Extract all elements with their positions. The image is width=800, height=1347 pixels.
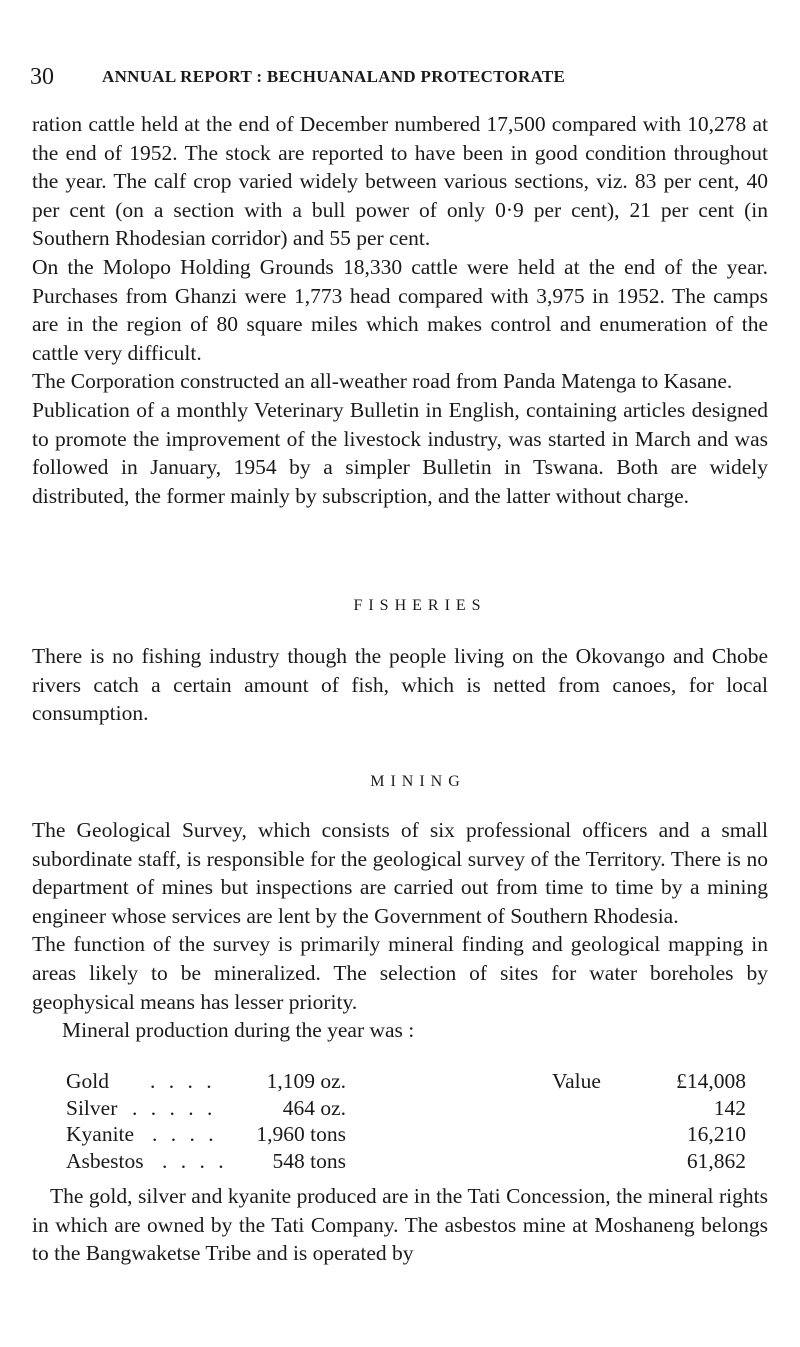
mineral-value: 142 <box>713 1095 746 1120</box>
paragraph-tati-concession: The gold, silver and kyanite produced are in the Tati Concession, the mineral rights in which are owned by the Tati Company. The asbestos mine at Moshaneng belongs to the Bangwaketse Tribe and is operated by <box>32 1184 768 1266</box>
leader-dots: . . . . . <box>132 1095 217 1120</box>
mineral-name: Silver <box>66 1095 118 1120</box>
leader-dots: . . . . <box>152 1122 218 1146</box>
paragraph-ration-cattle: ration cattle held at the end of December numbered 17,500 compared with 10,278 at the end of 1952. The stock are reported to have been in good condition throughout the year. The calf crop varied widely between various sections, viz. 83 per cent, 40 per cent (on a section with a bull power of only 0·9 per cent), 21 per cent (in Southern Rhodesian corridor) and 55 per cent. <box>32 112 768 251</box>
paragraph-geological-survey: The Geological Survey, which consists of six professional officers and a small subordinate staff, is responsible for the geological survey of the Territory. There is no department of mines but inspections are carried out from time to time by a mining engineer whose services are lent by the Government of Southern Rhodesia. <box>32 818 768 928</box>
mineral-quantity: 548 tons <box>272 1148 346 1173</box>
mineral-name: Gold <box>66 1069 109 1093</box>
page-number: 30 <box>30 64 54 90</box>
livestock-section <box>32 110 768 510</box>
mineral-quantity: 1,960 tons <box>256 1122 346 1146</box>
section-heading-fisheries: FISHERIES <box>353 597 487 614</box>
mining-closing-section <box>32 1182 768 1268</box>
page-header <box>30 62 770 92</box>
section-heading-mining: MINING <box>370 773 466 790</box>
paragraph-bulletin: Publication of a monthly Veterinary Bulletin in English, containing articles designed to promote the improvement of the livestock industry, was started in March and was followed in January, 1954 by a simpler Bulletin in Tswana. Both are widely distributed, the former mainly by subscription, and the latter without charge. <box>32 397 768 508</box>
mineral-production-table <box>66 1068 746 1174</box>
fisheries-section <box>32 642 768 728</box>
production-row-kyanite <box>66 1121 746 1148</box>
mineral-value: 61,862 <box>686 1148 746 1173</box>
leader-dots: . . . . <box>162 1148 228 1173</box>
paragraph-road: The Corporation constructed an all-weather road from Panda Matenga to Kasane. <box>32 369 733 394</box>
mineral-value: 16,210 <box>686 1122 746 1146</box>
paragraph-molopo: On the Molopo Holding Grounds 18,330 cattle were held at the end of the year. Purchases from Ghanzi were 1,773 head compared with 3,975 in 1952. The camps are in the region of 80 square miles which makes control and enumeration of the cattle very difficult. <box>32 254 768 365</box>
production-row-silver <box>66 1095 746 1122</box>
mineral-name: Asbestos <box>66 1148 144 1173</box>
mineral-value: £14,008 <box>676 1069 746 1093</box>
production-row-asbestos <box>66 1148 746 1175</box>
mining-section <box>32 816 768 1045</box>
paragraph-mineral-production-intro: Mineral production during the year was : <box>62 1018 415 1043</box>
leader-dots: . . . . <box>150 1069 216 1093</box>
running-head: ANNUAL REPORT : BECHUANALAND PROTECTORATE <box>102 67 566 86</box>
mineral-quantity: 464 oz. <box>282 1095 346 1120</box>
mineral-quantity: 1,109 oz. <box>266 1069 346 1093</box>
mineral-name: Kyanite <box>66 1122 135 1146</box>
paragraph-fisheries: There is no fishing industry though the people living on the Okovango and Chobe rivers catch a certain amount of fish, which is netted from canoes, for local consumption. <box>32 644 768 726</box>
paragraph-survey-function: The function of the survey is primarily mineral finding and geological mapping in areas likely to be mineralized. The selection of sites for water boreholes by geophysical means has lesser priority. <box>32 932 768 1014</box>
production-row-gold <box>66 1068 746 1095</box>
value-label: Value <box>552 1069 601 1093</box>
